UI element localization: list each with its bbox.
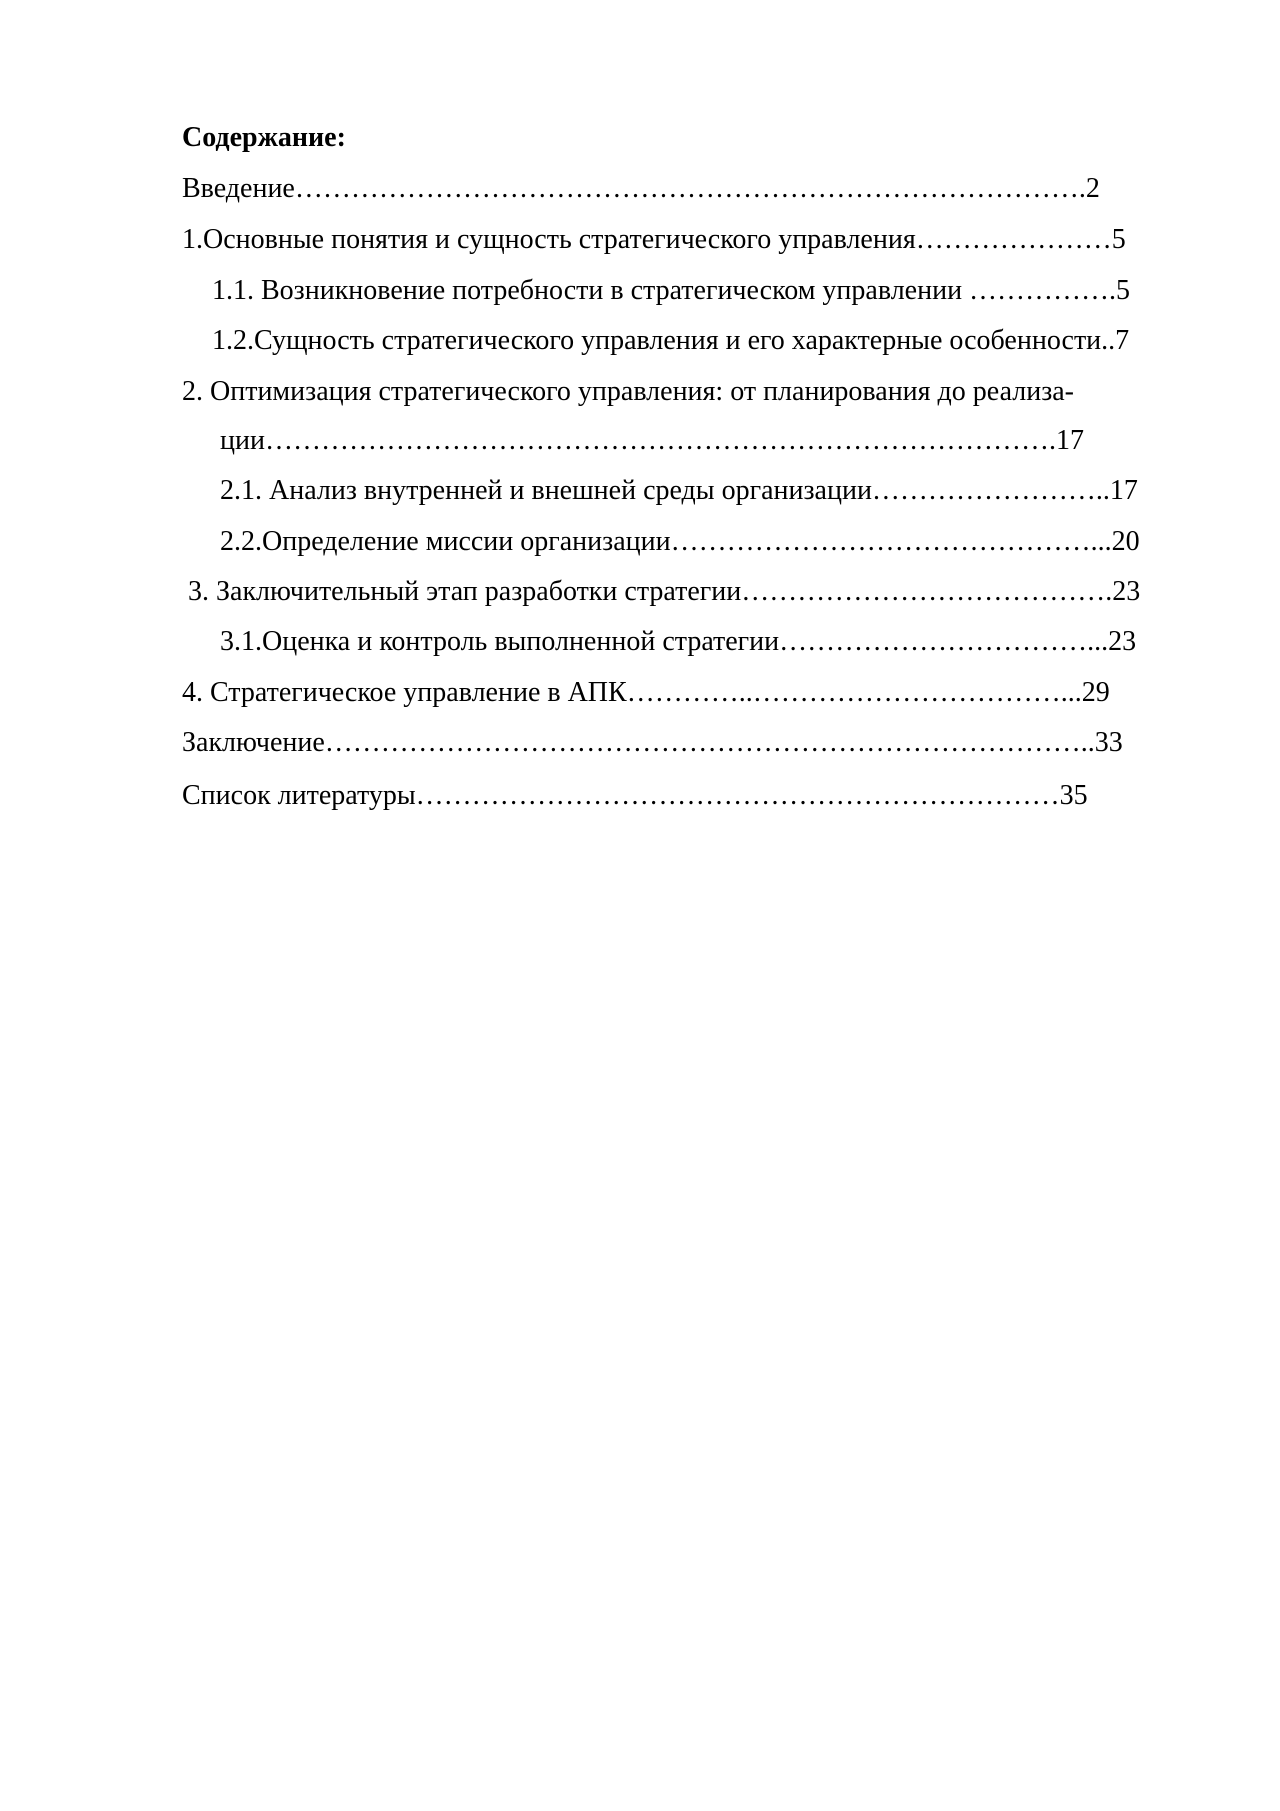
toc-entry-chapter-4: 4. Стратегическое управление в АПК…………..……………………………...29	[182, 677, 1110, 708]
toc-title: Содержание:	[182, 122, 346, 153]
toc-entry-section-2-1: 2.1. Анализ внутренней и внешней среды организации……………………..17	[220, 475, 1138, 506]
toc-entry-chapter-2: 2. Оптимизация стратегического управления: от планирования до реализа-	[182, 376, 1075, 407]
toc-entry-bibliography: Список литературы……………………………………………………………35	[182, 780, 1088, 811]
toc-entry-chapter-2-continued: ции………………………………………………………………………….17	[220, 425, 1084, 456]
toc-entry-section-1-1: 1.1. Возникновение потребности в стратегическом управлении …………….5	[212, 275, 1131, 306]
toc-entry-section-1-2: 1.2.Сущность стратегического управления и его характерные особенности..7	[212, 325, 1130, 356]
toc-entry-section-2-2: 2.2.Определение миссии организации………………………………………...20	[220, 526, 1140, 557]
toc-entry-conclusion: Заключение………………………………………………………………………..33	[182, 727, 1123, 758]
toc-entry-chapter-1: 1.Основные понятия и сущность стратегического управления…………………5	[182, 224, 1126, 255]
toc-entry-section-3-1: 3.1.Оценка и контроль выполненной стратегии……………………………...23	[220, 626, 1137, 657]
toc-entry-introduction: Введение………………………………………………………………………….2	[182, 173, 1100, 204]
toc-entry-chapter-3: 3. Заключительный этап разработки стратегии………………………………….23	[188, 576, 1141, 607]
